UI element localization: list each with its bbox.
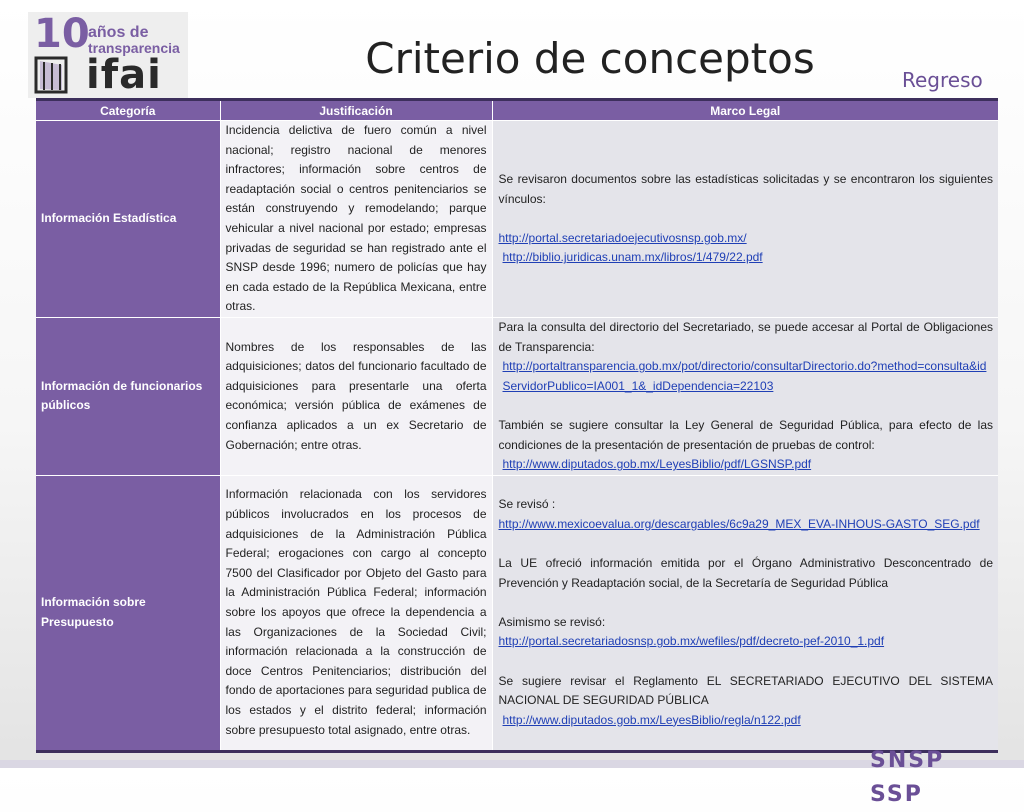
legal-text: Asimismo se revisó: [498,614,606,629]
legal-cell [492,318,998,476]
back-link[interactable]: Regreso [902,68,983,92]
legal-text: La UE ofreció información emitida por el Órgano Administrativo Desconcentrado de Prevención y Readaptación social, de la Secretaría de Seguridad Pública [498,555,993,590]
header-categoria: Categoría [36,101,220,121]
legal-link[interactable]: http://portaltransparencia.gob.mx/pot/directorio/consultarDirectorio.do?method=consulta&idServidorPublico=IA001_1&_idDependencia=22103 [502,359,987,393]
ifai-logo [28,12,188,98]
legal-cell [492,121,998,318]
legal-link[interactable]: http://www.diputados.gob.mx/LeyesBiblio/pdf/LGSNSP.pdf [502,457,812,472]
category-cell: Información de funcionarios públicos [36,318,220,476]
logo-number: 10 [34,11,90,57]
legal-link[interactable]: http://www.mexicoevalua.org/descargables/6c9a29_MEX_EVA-INHOUS-GASTO_SEG.pdf [498,516,980,531]
legal-text: También se sugiere consultar la Ley General de Seguridad Pública, para efecto de las condiciones de la presentación de presentación de pruebas de control: [498,417,993,452]
category-cell: Información sobre Presupuesto [36,475,220,750]
criteria-table [36,101,998,750]
legal-text: Se revisó : [498,497,556,512]
legal-link[interactable]: http://portal.secretariadosnsp.gob.mx/wefiles/pdf/decreto-pef-2010_1.pdf [498,634,885,649]
legal-text: Para la consulta del directorio del Secretariado, se puede accesar al Portal de Obligaciones de Transparencia: [498,320,993,354]
logo-line-1: años de [88,24,149,41]
table-row [36,318,998,476]
category-cell: Información Estadística [36,121,220,318]
logo-line-2: transparencia [88,40,180,56]
justification-cell: Información relacionada con los servidores públicos involucrados en los procesos de adquisiciones de la Administración Pública Federal; erogaciones con cargo al concepto 7500 del Clasificador por Objeto del Gasto para la Administración Pública Federal; información sobre los apoyos que ofrece la dependencia a las Organizaciones de la Sociedad Civil; información relacionada a la construcción de doce Centros Penitenciarios; distribución del fondo de aportaciones para seguridad publica de los estados y el distrito federal; información sobre presupuesto total asignado, entre otras. [220,475,492,750]
door-icon [34,56,74,94]
footer-logo: SNSP SSP [870,748,945,807]
table-row [36,121,998,318]
legal-text: Se sugiere revisar el Reglamento EL SECRETARIADO EJECUTIVO DEL SISTEMA NACIONAL DE SEGURIDAD PÚBLICA [498,673,993,708]
logo-wordmark: ifai [86,52,162,98]
criteria-table-container [36,98,998,753]
justification-cell: Incidencia delictiva de fuero común a nivel nacional; registro nacional de menores infractores; información sobre centros de readaptación social o centros penitenciarios se están construyendo y remodelando; parque vehicular a nivel nacional por estado; empresas privadas de seguridad se han registrado ante el SNSP desde 1996; numero de policías que hay en cada estado de la República Mexicana, entre otras. [220,121,492,318]
header-justificacion: Justificación [220,101,492,121]
header-marco-legal: Marco Legal [492,101,998,121]
table-header-row [36,101,998,121]
legal-text: Se revisaron documentos sobre las estadísticas solicitadas y se encontraron los siguientes vínculos: [498,172,993,206]
table-row [36,475,998,750]
page-title: Criterio de conceptos [365,34,815,83]
legal-link[interactable]: http://biblio.juridicas.unam.mx/libros/1/479/22.pdf [502,250,763,265]
justification-cell: Nombres de los responsables de las adquisiciones; datos del funcionario facultado de adquisiciones para presentarle una oferta económica; versión pública de exámenes de confianza aplicados a un ex Secretario de Gobernación; entre otras. [220,318,492,476]
legal-cell [492,475,998,750]
legal-link[interactable]: http://www.diputados.gob.mx/LeyesBiblio/regla/n122.pdf [502,712,801,727]
legal-link[interactable]: http://portal.secretariadoejecutivosnsp.gob.mx/ [498,230,747,245]
